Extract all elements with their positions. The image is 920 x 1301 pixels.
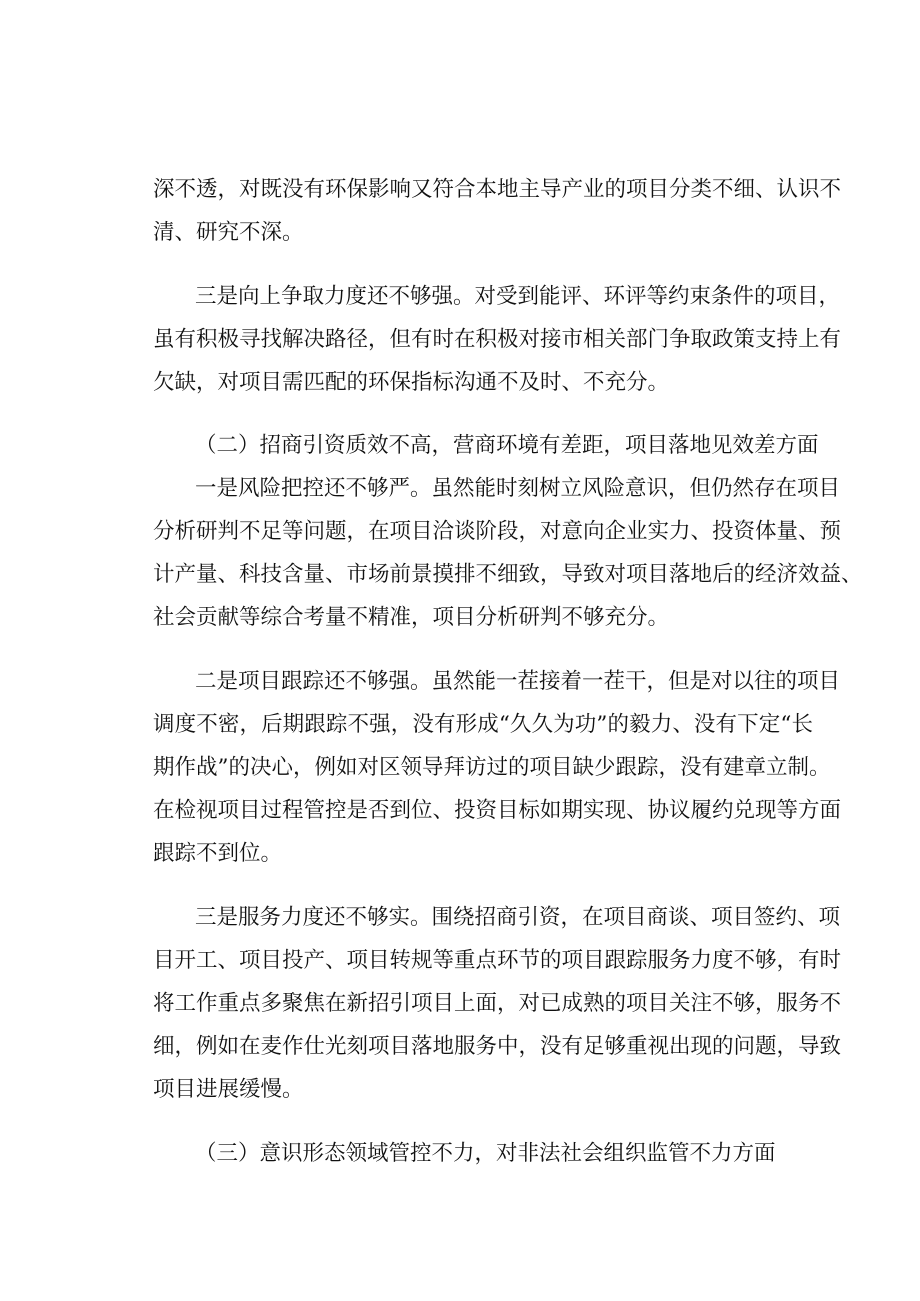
body-text-line: 分析研判不足等问题，在项目洽谈阶段，对意向企业实力、投资体量、预 (153, 519, 842, 544)
paragraph-first-line: 三是向上争取力度还不够强。对受到能评、环评等约束条件的项目， (195, 284, 841, 309)
section-heading: （三）意识形态领域管控不力，对非法社会组织监管不力方面 (195, 1141, 776, 1166)
body-text-line: 欠缺，对项目需匹配的环保指标沟通不及时、不充分。 (153, 370, 670, 395)
body-text-line: 细，例如在麦作仕光刻项目落地服务中，没有足够重视出现的问题，导致 (153, 1034, 842, 1059)
body-text-line: 目开工、项目投产、项目转规等重点环节的项目跟踪服务力度不够，有时 (153, 948, 842, 973)
body-text-line: 深不透，对既没有环保影响又符合本地主导产业的项目分类不细、认识不 (153, 177, 842, 202)
body-text-line: 计产量、科技含量、市场前景摸排不细致，导致对项目落地后的经济效益、 (153, 562, 863, 587)
body-text-line: 虽有积极寻找解决路径，但有时在积极对接市相关部门争取政策支持上有 (153, 327, 842, 352)
body-text-line: 项目进展缓慢。 (153, 1077, 304, 1102)
body-text-line: 在检视项目过程管控是否到位、投资目标如期实现、协议履约兑现等方面 (153, 798, 842, 823)
paragraph-first-line: 二是项目跟踪还不够强。虽然能一茬接着一茬干，但是对以往的项目 (195, 669, 841, 694)
body-text-line: 社会贡献等综合考量不精准，项目分析研判不够充分。 (153, 605, 670, 630)
paragraph-first-line: 一是风险把控还不够严。虽然能时刻树立风险意识，但仍然存在项目 (195, 476, 841, 501)
body-text-line: 将工作重点多聚焦在新招引项目上面，对已成熟的项目关注不够，服务不 (153, 991, 842, 1016)
body-text-line: 期作战”的决心，例如对区领导拜访过的项目缺少跟踪，没有建章立制。 (153, 755, 831, 780)
body-text-line: 跟踪不到位。 (153, 841, 283, 866)
body-text-line: 清、研究不深。 (153, 220, 304, 245)
section-heading: （二）招商引资质效不高，营商环境有差距，项目落地见效差方面 (195, 433, 819, 458)
body-text-line: 调度不密，后期跟踪不强，没有形成“久久为功”的毅力、没有下定“长 (153, 712, 813, 737)
paragraph-first-line: 三是服务力度还不够实。围绕招商引资，在项目商谈、项目签约、项 (195, 905, 841, 930)
